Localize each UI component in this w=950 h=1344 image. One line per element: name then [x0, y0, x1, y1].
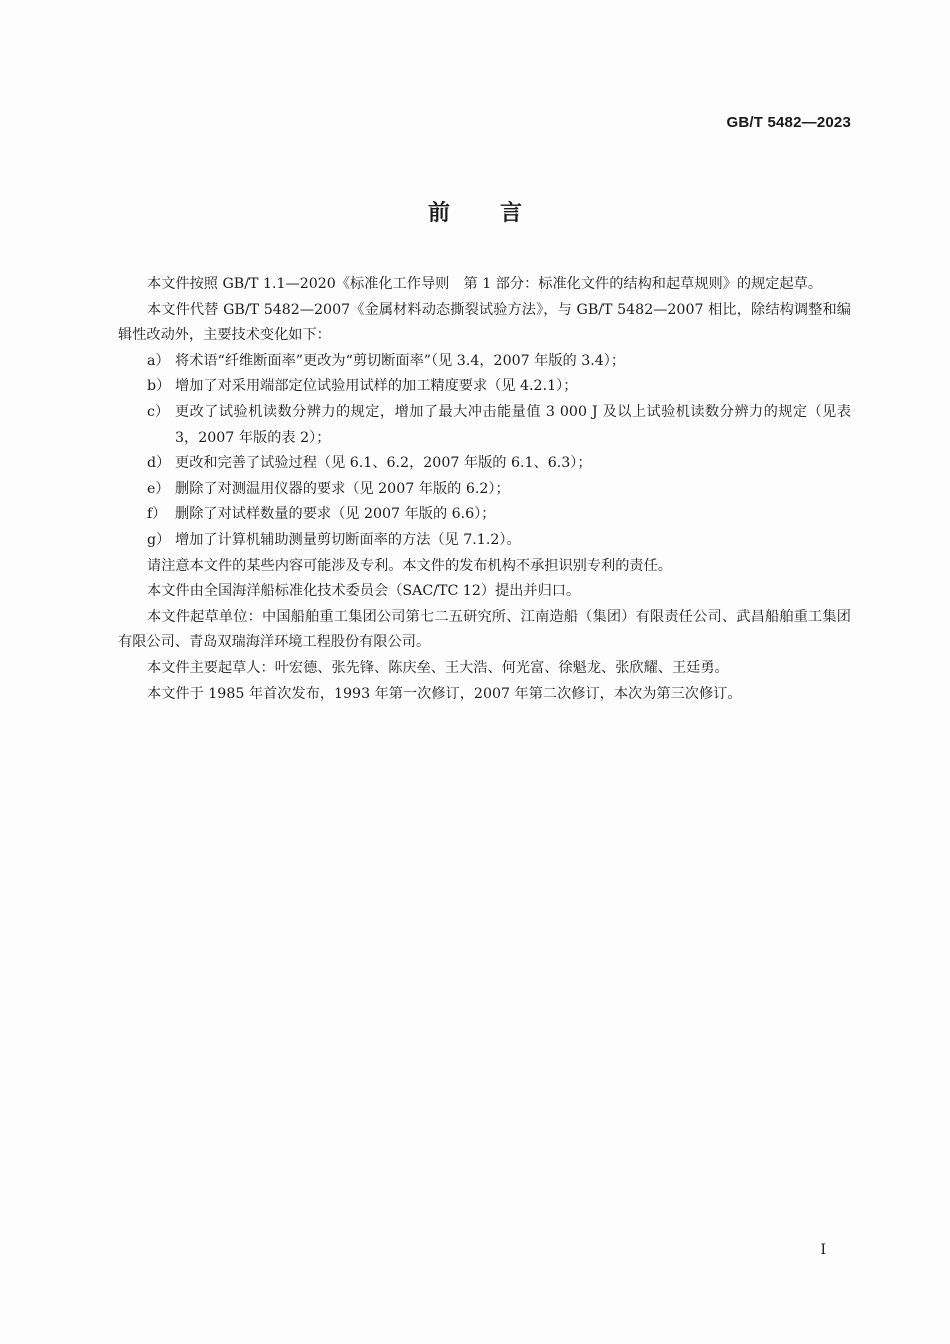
- list-item-text: 增加了对采用端部定位试验用试样的加工精度要求（见 4.2.1）；: [175, 378, 578, 395]
- list-marker: c）: [147, 403, 170, 420]
- list-item: [118, 451, 851, 477]
- list-item-text: 更改了试验机读数分辨力的规定，增加了最大冲击能量值 3 000 J 及以上试验机读数分辨力的规定（见表 3，2007 年版的表 2）；: [175, 403, 851, 446]
- technical-changes-list: [118, 349, 851, 554]
- foreword-body: [118, 272, 851, 707]
- list-item-text: 增加了计算机辅助测量剪切断面率的方法（见 7.1.2）。: [175, 531, 521, 548]
- list-marker: a）: [147, 352, 170, 369]
- list-item-text: 删除了对试样数量的要求（见 2007 年版的 6.6）；: [175, 506, 496, 523]
- list-marker: b）: [147, 378, 171, 395]
- list-item: [118, 528, 851, 554]
- drafting-units-paragraph: 本文件起草单位：中国船舶重工集团公司第七二五研究所、江南造船（集团）有限责任公司、武昌船舶重工集团有限公司、青岛双瑞海洋环境工程股份有限公司。: [118, 608, 851, 651]
- list-marker: e）: [147, 480, 170, 497]
- list-marker: g）: [147, 531, 171, 548]
- list-item-text: 更改和完善了试验过程（见 6.1、6.2，2007 年版的 6.1、6.3）；: [175, 455, 592, 472]
- patent-notice-paragraph: 请注意本文件的某些内容可能涉及专利。本文件的发布机构不承担识别专利的责任。: [147, 557, 672, 574]
- list-item-text: 将术语“纤维断面率”更改为“剪切断面率”（见 3.4，2007 年版的 3.4）；: [175, 352, 626, 369]
- standard-number: GB/T 5482—2023: [726, 114, 851, 131]
- list-item: [118, 400, 851, 451]
- proposer-paragraph: 本文件由全国海洋船标准化技术委员会（SAC/TC 12）提出并归口。: [147, 583, 581, 600]
- page-number: I: [820, 1242, 826, 1258]
- list-item: [118, 349, 851, 375]
- intro-paragraph-replacement: 本文件代替 GB/T 5482—2007《金属材料动态撕裂试验方法》，与 GB/T 5482—2007 相比，除结构调整和编辑性改动外，主要技术变化如下：: [118, 301, 851, 344]
- page-title: 前言: [427, 201, 572, 226]
- revision-history-paragraph: 本文件于 1985 年首次发布，1993 年第一次修订，2007 年第二次修订，本次为第三次修订。: [147, 685, 742, 702]
- list-marker: f）: [147, 506, 167, 523]
- list-item: [118, 502, 851, 528]
- list-item: [118, 477, 851, 503]
- drafters-paragraph: 本文件主要起草人：叶宏德、张先锋、陈庆垒、王大浩、何光富、徐魁龙、张欣耀、王廷勇。: [147, 659, 729, 676]
- list-item: [118, 374, 851, 400]
- list-marker: d）: [147, 455, 171, 472]
- list-item-text: 删除了对测温用仪器的要求（见 2007 年版的 6.2）；: [175, 480, 510, 497]
- intro-paragraph-drafting-rules: 本文件按照 GB/T 1.1—2020《标准化工作导则 第 1 部分：标准化文件的结构和起草规则》的规定起草。: [147, 276, 823, 292]
